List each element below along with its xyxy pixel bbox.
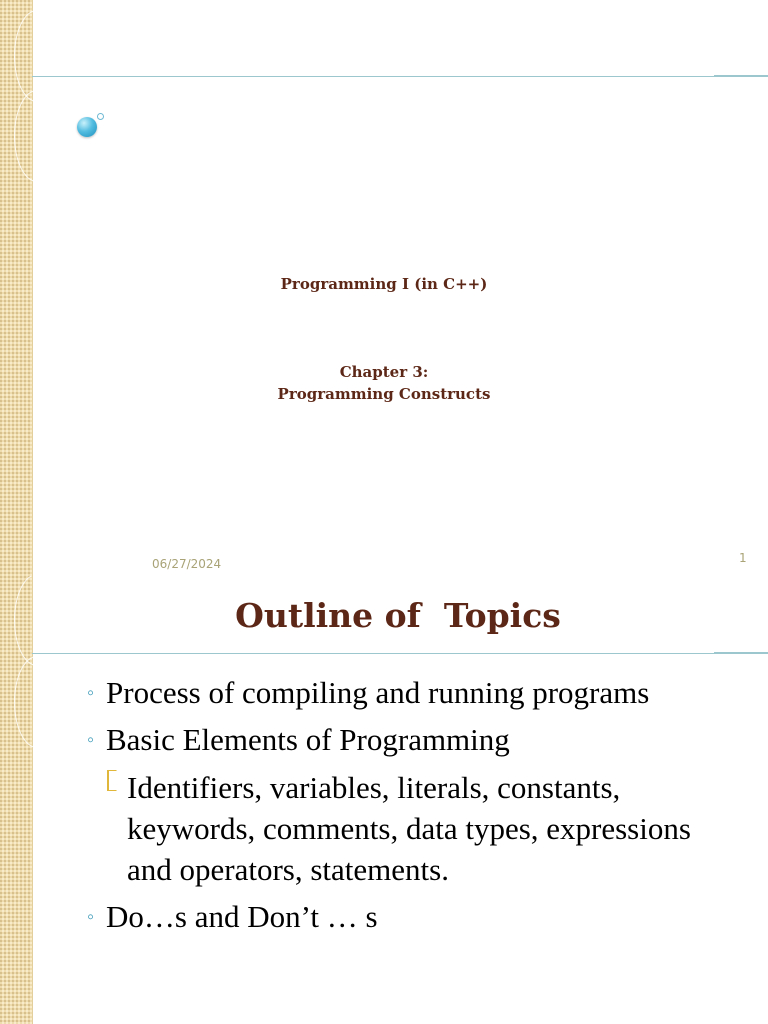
chapter-title: Programming Constructs — [277, 385, 491, 403]
sub-list-item — [107, 767, 737, 890]
list-item-text: Basic Elements of Programming — [106, 722, 510, 757]
band-arc-decoration — [14, 90, 60, 182]
outline-slide — [0, 576, 768, 1024]
slide-title: Outline of Topics — [235, 596, 561, 635]
side-texture-band — [0, 576, 33, 1024]
list-item-text: Process of compiling and running programs — [106, 675, 650, 710]
header-rule-accent — [714, 75, 768, 77]
sub-list-item-text: Identifiers, variables, literals, constants, keywords, comments, data types, expressions and operators, statements. — [127, 770, 691, 887]
chapter-label: Chapter 3: — [339, 363, 429, 381]
header-rule-accent — [714, 652, 768, 654]
list-item-text: Do…s and Don’t … s — [106, 899, 378, 934]
bracket-bullet-icon — [107, 770, 117, 791]
header-rule — [32, 76, 768, 77]
small-orb-icon — [97, 113, 104, 120]
hollow-circle-bullet-icon: ◦ — [87, 682, 95, 704]
slide-date: 06/27/2024 — [152, 557, 222, 571]
band-arc-decoration — [14, 10, 60, 102]
band-arc-decoration — [14, 656, 60, 748]
course-title: Programming I (in C++) — [280, 275, 488, 293]
blue-orb-icon — [77, 117, 97, 137]
hollow-circle-bullet-icon: ◦ — [87, 906, 95, 928]
hollow-circle-bullet-icon: ◦ — [87, 729, 95, 751]
slide-number: 1 — [739, 551, 747, 565]
header-rule — [32, 653, 768, 654]
